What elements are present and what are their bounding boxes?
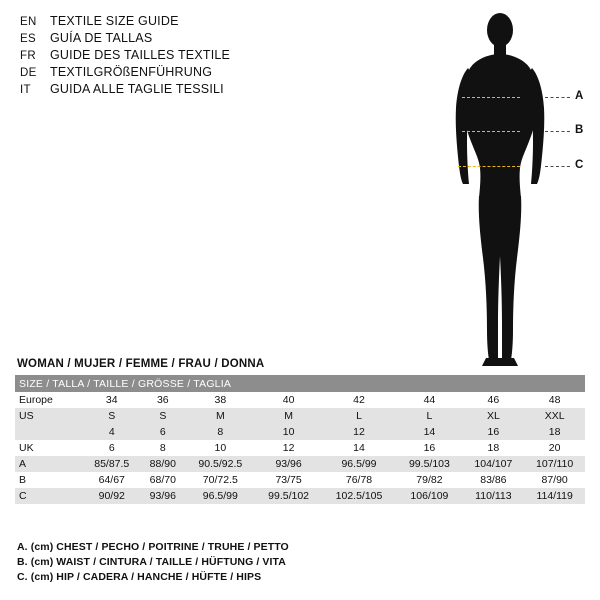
table-cell: 34 xyxy=(83,392,141,408)
table-cell: S xyxy=(83,408,141,424)
table-cell: 20 xyxy=(524,440,585,456)
table-cell: 90/92 xyxy=(83,488,141,504)
table-cell: 36 xyxy=(141,392,186,408)
table-cell: 6 xyxy=(83,440,141,456)
table-cell: 8 xyxy=(141,440,186,456)
table-row xyxy=(15,408,585,424)
size-table xyxy=(15,375,585,504)
table-cell: 12 xyxy=(256,440,322,456)
measure-label-b: B xyxy=(575,124,584,136)
table-cell: XL xyxy=(462,408,524,424)
footnote-chest: A. (cm) CHEST / PECHO / POITRINE / TRUHE / PETTO xyxy=(17,541,289,553)
row-label: A xyxy=(15,456,83,472)
table-cell: 96.5/99 xyxy=(185,488,255,504)
table-cell: 16 xyxy=(462,424,524,440)
table-cell: 114/119 xyxy=(524,488,585,504)
measure-line-hip-left xyxy=(458,166,520,167)
table-cell: L xyxy=(322,408,397,424)
footnote-waist: B. (cm) WAIST / CINTURA / TAILLE / HÜFTUNG / VITA xyxy=(17,556,286,568)
table-row xyxy=(15,392,585,408)
table-cell: L xyxy=(396,408,462,424)
table-cell: 10 xyxy=(256,424,322,440)
table-column-header: SIZE / TALLA / TAILLE / GRÖSSE / TAGLIA xyxy=(15,375,585,392)
table-cell: 40 xyxy=(256,392,322,408)
row-label: B xyxy=(15,472,83,488)
table-cell: 90.5/92.5 xyxy=(185,456,255,472)
language-title: GUIDA ALLE TAGLIE TESSILI xyxy=(50,82,224,96)
gender-header: WOMAN / MUJER / FEMME / FRAU / DONNA xyxy=(17,358,265,370)
table-cell: 8 xyxy=(185,424,255,440)
language-title: GUIDE DES TAILLES TEXTILE xyxy=(50,48,231,62)
table-row xyxy=(15,424,585,440)
table-cell: 99.5/102 xyxy=(256,488,322,504)
size-table-section xyxy=(15,358,585,504)
table-cell: 87/90 xyxy=(524,472,585,488)
row-label: Europe xyxy=(15,392,83,408)
language-code: EN xyxy=(20,16,37,28)
table-cell: 93/96 xyxy=(256,456,322,472)
language-code: IT xyxy=(20,84,31,96)
table-cell: 12 xyxy=(322,424,397,440)
table-cell: 10 xyxy=(185,440,255,456)
table-row xyxy=(15,456,585,472)
table-cell: 85/87.5 xyxy=(83,456,141,472)
measure-line-chest-left xyxy=(462,97,520,98)
table-header-row xyxy=(15,375,585,392)
measure-label-a: A xyxy=(575,90,584,102)
table-cell: 4 xyxy=(83,424,141,440)
table-cell: XXL xyxy=(524,408,585,424)
table-cell: 42 xyxy=(322,392,397,408)
language-code: FR xyxy=(20,50,36,62)
table-cell: 88/90 xyxy=(141,456,186,472)
table-cell: 18 xyxy=(524,424,585,440)
table-row xyxy=(15,472,585,488)
table-cell: 73/75 xyxy=(256,472,322,488)
table-cell: 38 xyxy=(185,392,255,408)
table-cell: 79/82 xyxy=(396,472,462,488)
table-cell: 14 xyxy=(322,440,397,456)
language-title: GUÍA DE TALLAS xyxy=(50,31,153,45)
row-label xyxy=(15,424,83,440)
measure-line-waist-left xyxy=(462,131,520,132)
table-cell: M xyxy=(185,408,255,424)
language-row xyxy=(20,82,320,99)
row-label: US xyxy=(15,408,83,424)
table-cell: 83/86 xyxy=(462,472,524,488)
table-cell: 44 xyxy=(396,392,462,408)
table-cell: 18 xyxy=(462,440,524,456)
language-row xyxy=(20,31,320,48)
table-cell: 76/78 xyxy=(322,472,397,488)
language-code: DE xyxy=(20,67,37,79)
table-cell: 46 xyxy=(462,392,524,408)
table-cell: 93/96 xyxy=(141,488,186,504)
row-label: C xyxy=(15,488,83,504)
language-row xyxy=(20,14,320,31)
table-cell: 68/70 xyxy=(141,472,186,488)
table-cell: 110/113 xyxy=(462,488,524,504)
table-row xyxy=(15,488,585,504)
language-title: TEXTILE SIZE GUIDE xyxy=(50,14,179,28)
table-cell: 99.5/103 xyxy=(396,456,462,472)
figure-diagram xyxy=(400,0,600,375)
table-cell: 70/72.5 xyxy=(185,472,255,488)
language-code: ES xyxy=(20,33,36,45)
measure-line-hip-right xyxy=(545,166,570,167)
table-cell: 102.5/105 xyxy=(322,488,397,504)
language-title-block xyxy=(20,14,320,99)
table-cell: 104/107 xyxy=(462,456,524,472)
language-row xyxy=(20,65,320,82)
measure-label-c: C xyxy=(575,159,584,171)
table-cell: 6 xyxy=(141,424,186,440)
footnotes-block xyxy=(17,540,577,585)
table-cell: 14 xyxy=(396,424,462,440)
measure-line-chest-right xyxy=(545,97,570,98)
table-cell: 96.5/99 xyxy=(322,456,397,472)
row-label: UK xyxy=(15,440,83,456)
table-cell: 48 xyxy=(524,392,585,408)
measure-line-waist-right xyxy=(545,131,570,132)
table-cell: 107/110 xyxy=(524,456,585,472)
language-row xyxy=(20,48,320,65)
footnote-hip: C. (cm) HIP / CADERA / HANCHE / HÜFTE / HIPS xyxy=(17,571,262,583)
language-title: TEXTILGRÖßENFÜHRUNG xyxy=(50,65,213,79)
table-cell: 64/67 xyxy=(83,472,141,488)
table-cell: M xyxy=(256,408,322,424)
female-silhouette-icon xyxy=(430,8,570,368)
table-cell: S xyxy=(141,408,186,424)
table-cell: 106/109 xyxy=(396,488,462,504)
table-cell: 16 xyxy=(396,440,462,456)
table-row xyxy=(15,440,585,456)
